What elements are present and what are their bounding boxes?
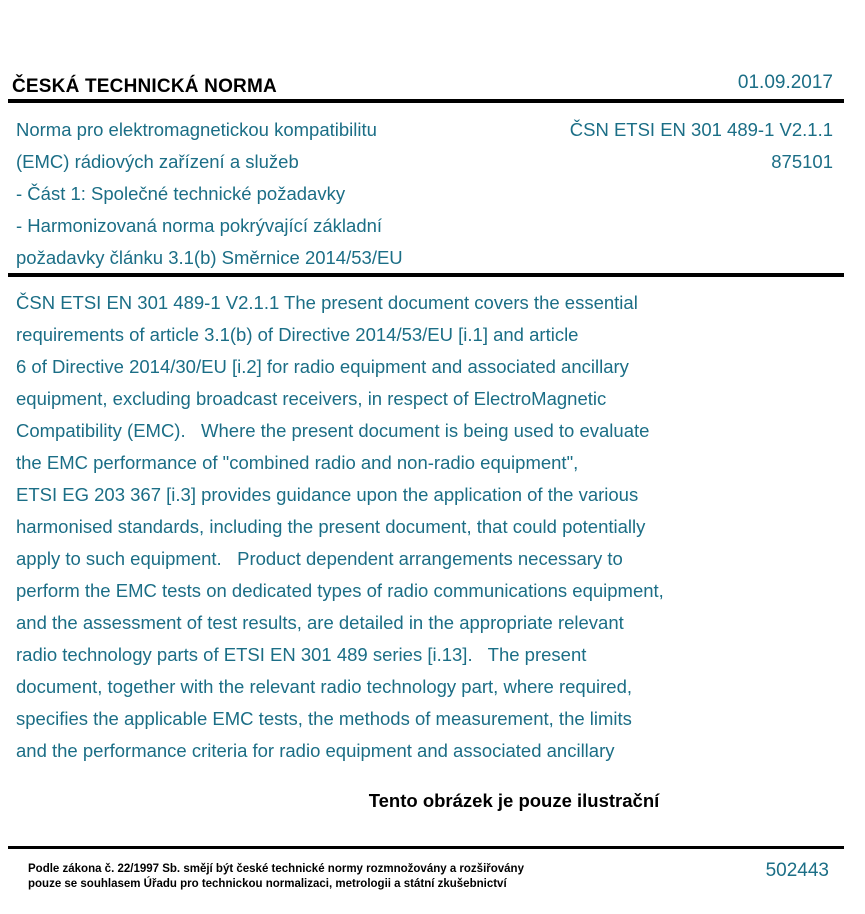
norm-title-line: požadavky článku 3.1(b) Směrnice 2014/53/EU xyxy=(16,247,403,268)
abstract-line: specifies the applicable EMC tests, the methods of measurement, the limits xyxy=(16,708,632,729)
abstract-line: ETSI EG 203 367 [i.3] provides guidance upon the application of the various xyxy=(16,484,639,505)
abstract-line: requirements of article 3.1(b) of Directive 2014/53/EU [i.1] and article xyxy=(16,324,579,345)
document-date: 01.09.2017 xyxy=(737,72,833,93)
abstract-line: radio technology parts of ETSI EN 301 489 series [i.13]. The present xyxy=(16,644,587,665)
abstract-line: Compatibility (EMC). Where the present document is being used to evaluate xyxy=(16,420,650,441)
footer-rule xyxy=(8,846,844,849)
norm-title-line: - Část 1: Společné technické požadavky xyxy=(16,183,346,204)
abstract-line: harmonised standards, including the present document, that could potentially xyxy=(16,516,646,537)
illustration-disclaimer: Tento obrázek je pouze ilustrační xyxy=(368,790,660,811)
abstract-line: ČSN ETSI EN 301 489-1 V2.1.1 The present document covers the essential xyxy=(16,292,638,313)
abstract-line: 6 of Directive 2014/30/EU [i.2] for radio equipment and associated ancillary xyxy=(16,356,629,377)
copyright-notice-line: pouze se souhlasem Úřadu pro technickou normalizaci, metrologii a státní zkušebnictví xyxy=(28,878,507,890)
abstract-line: and the performance criteria for radio equipment and associated ancillary xyxy=(16,740,615,761)
abstract-line: apply to such equipment. Product dependent arrangements necessary to xyxy=(16,548,623,569)
abstract-line: document, together with the relevant radio technology part, where required, xyxy=(16,676,633,697)
title-rule xyxy=(8,273,844,277)
abstract-line: and the assessment of test results, are detailed in the appropriate relevant xyxy=(16,612,624,633)
document-code: 502443 xyxy=(765,860,829,881)
abstract-line: perform the EMC tests on dedicated types of radio communications equipment, xyxy=(16,580,664,601)
norm-title-line: - Harmonizovaná norma pokrývající základní xyxy=(16,215,383,236)
header-rule xyxy=(8,99,844,103)
copyright-notice xyxy=(28,862,524,892)
standard-identifier-block xyxy=(570,114,833,178)
abstract-text xyxy=(16,287,836,767)
copyright-notice-line: Podle zákona č. 22/1997 Sb. smějí být české technické normy rozmnožovány a rozšiřovány xyxy=(28,863,524,875)
standard-designation: ČSN ETSI EN 301 489-1 V2.1.1 xyxy=(569,119,833,140)
norm-title-line: (EMC) rádiových zařízení a služeb xyxy=(16,151,299,172)
norm-title-line: Norma pro elektromagnetickou kompatibilitu xyxy=(16,119,377,140)
abstract-line: equipment, excluding broadcast receivers, in respect of ElectroMagnetic xyxy=(16,388,607,409)
standard-class-number: 875101 xyxy=(771,151,833,172)
norm-title-block xyxy=(16,114,516,274)
abstract-line: the EMC performance of "combined radio and non-radio equipment", xyxy=(16,452,579,473)
document-header-title: ČESKÁ TECHNICKÁ NORMA xyxy=(12,76,277,97)
